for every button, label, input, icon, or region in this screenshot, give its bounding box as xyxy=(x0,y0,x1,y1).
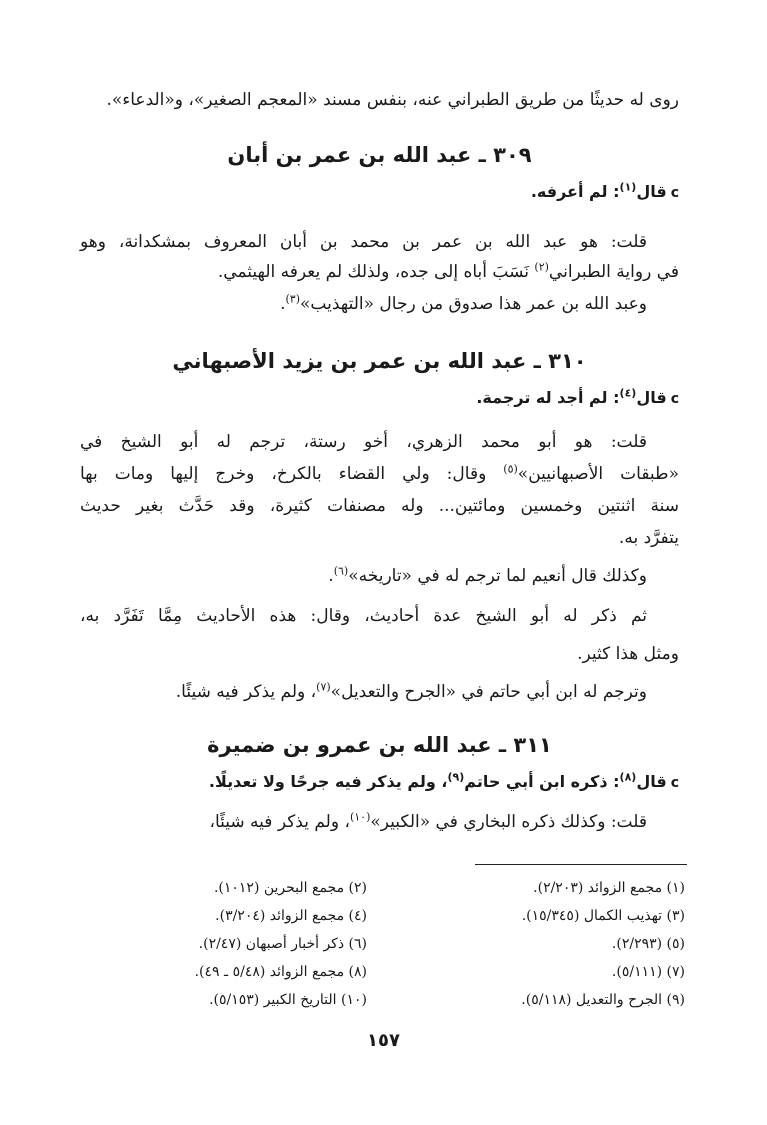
footnote-ref: (٤) xyxy=(619,386,637,400)
footnote-ref: (٧) xyxy=(316,680,331,694)
text-line: سنة اثنتين وخمسين ومائتين... وله مصنفات كثيرة، وقد حَدَّث بغير حديث xyxy=(80,496,679,516)
footnote: (٦) ذكر أخبار أصبهان (٢/٤٧). xyxy=(198,936,367,952)
text-line: يتفرَّد به. xyxy=(618,528,679,548)
footnote-ref: (٢) xyxy=(534,260,549,274)
text-line: قلت: هو عبد الله بن عمر بن محمد بن أبان المعروف بمشكدانة، وهو xyxy=(80,232,647,252)
qal-label: قال xyxy=(636,388,667,407)
text-run: . xyxy=(328,566,334,586)
text-run: ، ولم يذكر فيه شيئًا. xyxy=(175,682,317,702)
footnote: (٧) (٥/١١١). xyxy=(611,964,685,980)
footnote-divider xyxy=(475,864,687,865)
qal-label: قال xyxy=(636,182,667,201)
footnote: (١) مجمع الزوائد (٢/٢٠٣). xyxy=(533,880,685,896)
text-line: قلت: هو أبو محمد الزهري، أخو رستة، ترجم له أبو الشيخ في xyxy=(80,432,647,452)
text-run: قلت: وكذلك ذكره البخاري في «الكبير» xyxy=(370,812,647,832)
footnote-ref: (١) xyxy=(619,180,637,194)
footnote: (٨) مجمع الزوائد (٥/٤٨ ـ ٤٩). xyxy=(194,964,367,980)
qal-text: : لم أعرفه. xyxy=(530,182,620,201)
text-run: . xyxy=(280,294,286,314)
footnote: (٩) الجرح والتعديل (٥/١١٨). xyxy=(521,992,685,1008)
qal-line-310 xyxy=(80,384,679,413)
text-line xyxy=(80,678,647,706)
qal-text: : لم أجد له ترجمة. xyxy=(476,388,620,407)
footnote-ref: (٣) xyxy=(285,292,300,306)
page-number: ١٥٧ xyxy=(367,1030,400,1051)
text-run: في رواية الطبراني xyxy=(548,262,679,282)
footnote: (٢) مجمع البحرين (١٠١٢). xyxy=(213,880,367,896)
text-line: ومثل هذا كثير. xyxy=(577,644,679,664)
qal-text: : ذكره ابن أبي حاتم xyxy=(464,772,620,791)
text-line xyxy=(80,808,647,836)
entry-heading-310: ٣١٠ ـ عبد الله بن عمر بن يزيد الأصبهاني xyxy=(172,349,587,373)
footnote: (٤) مجمع الزوائد (٣/٢٠٤). xyxy=(215,908,367,924)
text-line: روى له حديثًا من طريق الطبراني عنه، بنفس مسند «المعجم الصغير»، و«الدعاء». xyxy=(106,90,679,110)
c-marker-icon: c xyxy=(670,391,679,407)
qal-line-311 xyxy=(80,768,679,797)
text-run: وقال: ولي القضاء بالكرخ، وخرج إليها ومات بها xyxy=(80,464,504,484)
footnote-ref: (١٠) xyxy=(349,810,371,824)
footnote-ref: (٦) xyxy=(333,564,349,578)
qal-label: قال xyxy=(636,772,667,791)
qal-line-309 xyxy=(80,178,679,207)
text-line xyxy=(80,562,647,590)
c-marker-icon: c xyxy=(670,185,679,201)
footnote-ref: (٩) xyxy=(447,770,465,784)
text-run: نَسَبَ أباه إلى جده، ولذلك لم يعرفه الهيثمي. xyxy=(217,262,535,282)
text-run: ، ولم يذكر فيه شيئًا، xyxy=(209,812,350,832)
qal-text: ، ولم يذكر فيه جرحًا ولا تعديلًا. xyxy=(208,772,448,791)
text-line xyxy=(80,460,679,488)
text-line xyxy=(80,258,679,286)
entry-heading-309: ٣٠٩ ـ عبد الله بن عمر بن أبان xyxy=(227,143,532,167)
footnote: (٥) (٢/٢٩٣). xyxy=(611,936,685,952)
footnote-ref: (٨) xyxy=(619,770,637,784)
text-run: «طبقات الأصبهانيين» xyxy=(517,464,679,484)
text-line: ثم ذكر له أبو الشيخ عدة أحاديث، وقال: هذه الأحاديث مِمَّا تَفَرَّد به، xyxy=(80,606,647,626)
entry-heading-311: ٣١١ ـ عبد الله بن عمرو بن ضميرة xyxy=(207,733,552,757)
text-run: وعبد الله بن عمر هذا صدوق من رجال «التهذيب» xyxy=(300,294,647,314)
footnote: (١٠) التاريخ الكبير (٥/١٥٣). xyxy=(209,992,367,1008)
footnote: (٣) تهذيب الكمال (١٥/٣٤٥). xyxy=(521,908,685,924)
c-marker-icon: c xyxy=(670,775,679,791)
text-run: وترجم له ابن أبي حاتم في «الجرح والتعديل» xyxy=(330,682,647,702)
text-line xyxy=(80,290,647,318)
text-run: وكذلك قال أنعيم لما ترجم له في «تاريخه» xyxy=(348,566,647,586)
footnote-ref: (٥) xyxy=(503,462,518,476)
